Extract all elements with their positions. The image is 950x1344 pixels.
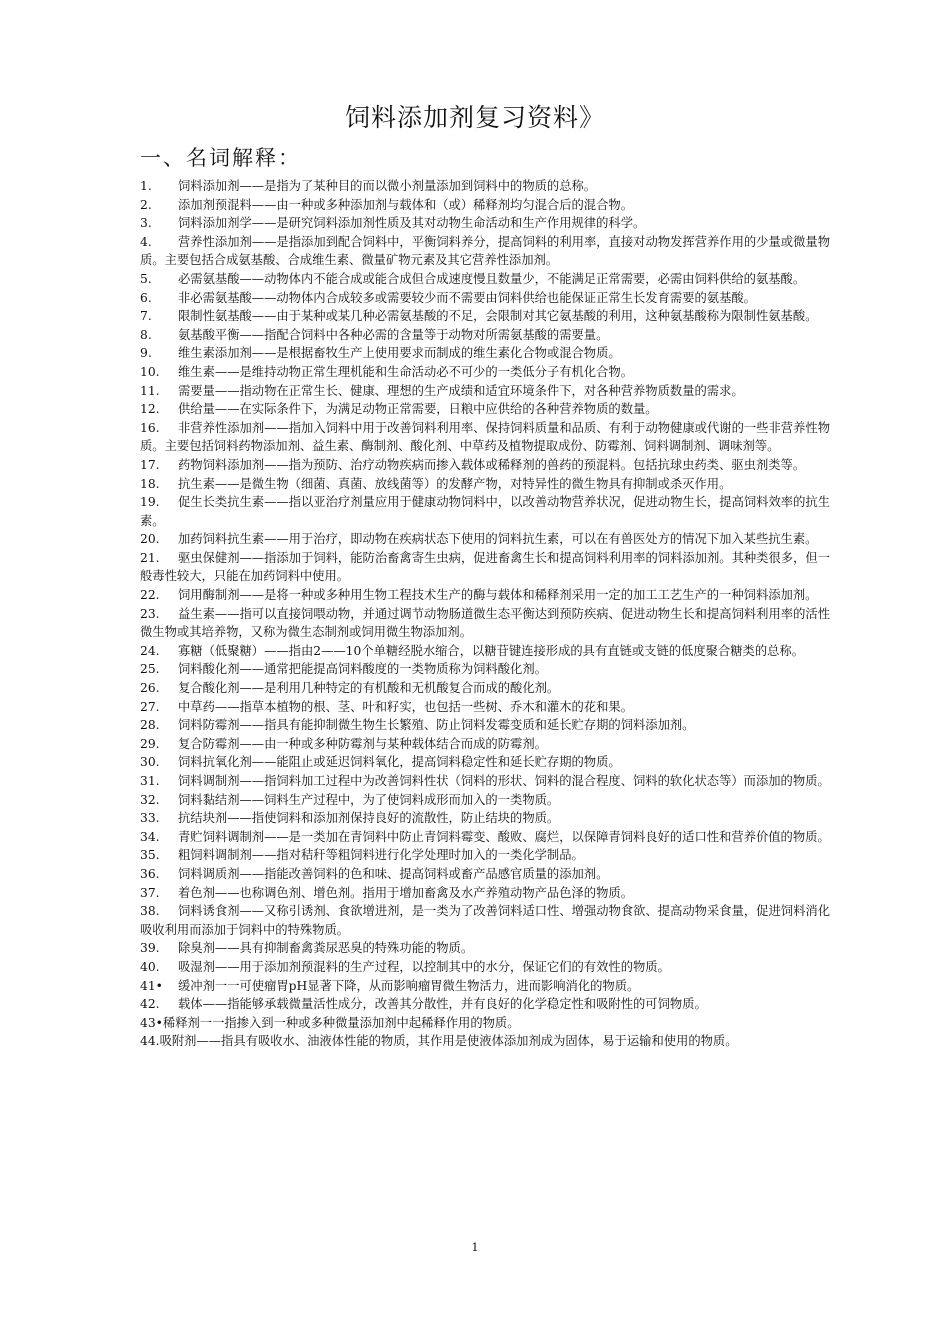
item-text: 抗结块剂——指使饲料和添加剂保持良好的流散性，防止结块的物质。 xyxy=(178,811,560,826)
item-number: 18. xyxy=(140,476,160,491)
definition-item xyxy=(140,177,830,196)
item-text: 营养性添加剂——是指添加到配合饲料中，平衡饲料养分，提高饲料的利用率，直接对动物发挥营养作用的少量或微量物质。主要包括合成氨基酸、合成维生素、微量矿物元素及其它营养性添加剂。 xyxy=(140,234,830,268)
definition-item xyxy=(140,530,830,549)
definition-item xyxy=(140,475,830,494)
definition-item xyxy=(140,642,830,661)
definition-item xyxy=(140,586,830,605)
definition-item xyxy=(140,679,830,698)
definition-item xyxy=(140,363,830,382)
definition-item xyxy=(140,382,830,401)
definition-item xyxy=(140,1070,830,1089)
item-number: 33. xyxy=(140,811,160,826)
item-number: 4. xyxy=(140,234,152,249)
item-text: 青贮饲料调制剂——是一类加在青饲料中防止青饲料霉变、酸败、腐烂，以保障青饲料良好的适口性和营养价值的物质。 xyxy=(178,829,830,844)
item-text: 饲料添加剂学——是研究饲料添加剂性质及其对动物生命活动和生产作用规律的科学。 xyxy=(178,216,646,231)
item-text: 饲料诱食剂——又称引诱剂、食欲增进剂，是一类为了改善饲料适口性、增强动物食欲、提高动物采食量，促进饲料消化吸收利用而添加于饲料中的特殊物质。 xyxy=(140,904,830,937)
item-text: 复合酸化剂——是利用几种特定的有机酸和无机酸复合而成的酸化剂。 xyxy=(178,681,560,696)
definition-item xyxy=(140,884,830,903)
item-text: 中草药——指草本植物的根、茎、叶和籽实，也包括一些树、乔木和灌木的花和果。 xyxy=(178,699,633,714)
item-text: 非必需氨基酸——动物体内合成较多或需要较少而不需要由饲料供给也能保证正常生长发育需要的氨基酸。 xyxy=(178,290,756,305)
item-number: 37. xyxy=(140,885,160,900)
item-number: 28. xyxy=(140,718,160,733)
item-number: 44. xyxy=(140,1034,160,1049)
item-number: 26. xyxy=(140,681,160,696)
definition-item xyxy=(140,1014,830,1033)
definition-item xyxy=(140,865,830,884)
item-number: 31. xyxy=(140,774,160,788)
definition-item xyxy=(140,846,830,865)
definition-item xyxy=(140,456,830,475)
item-number: 22. xyxy=(140,588,160,603)
definition-item xyxy=(140,828,830,847)
item-text: 需要量——指动物在正常生长、健康、理想的生产成绩和适宜环境条件下，对各种营养物质数量的需求。 xyxy=(178,383,744,398)
item-text: 药物饲料添加剂——指为预防、治疗动物疾病而掺入载体或稀释剂的兽药的预混料。包括抗球虫药类、驱虫剂类等。 xyxy=(178,457,806,472)
item-number: 24. xyxy=(140,643,160,658)
item-text: 限制性氨基酸——由于某种或某几种必需氨基酸的不足，会限制对其它氨基酸的利用，这种氨基酸称为限制性氨基酸。 xyxy=(178,309,818,324)
definition-item xyxy=(140,1051,830,1070)
item-text: 驱虫保健剂——指添加于饲料，能防治畜禽寄生虫病，促进畜禽生长和提高饲料利用率的饲料添加剂。其种类很多，但一般毒性较大，只能在加药饲料中使用。 xyxy=(140,550,830,584)
definition-item xyxy=(140,772,830,791)
definition-item xyxy=(140,716,830,735)
definition-item xyxy=(140,344,830,363)
item-text: 饲料防霉剂——指具有能抑制微生物生长繁殖、防止饲料发霉变质和延长贮存期的饲料添加剂。 xyxy=(178,718,695,733)
definition-item xyxy=(140,270,830,289)
item-text: 饲料黏结剂——饲料生产过程中，为了使饲料成形而加入的一类物质。 xyxy=(178,792,560,807)
item-text: 添加剂预混料——由一种或多种添加剂与载体和（或）稀释剂均匀混合后的混合物。 xyxy=(178,197,633,212)
item-number: 8. xyxy=(140,327,152,342)
item-number: 21. xyxy=(140,550,160,565)
item-number: 32. xyxy=(140,792,160,807)
definition-item xyxy=(140,307,830,326)
item-number: 10. xyxy=(140,364,160,379)
item-text: 稀释剂一一指掺入到一种或多种微量添加剂中起稀释作用的物质。 xyxy=(162,1015,520,1030)
definition-item xyxy=(140,791,830,810)
item-text: 除臭剂——具有抑制畜禽粪尿恶臭的特殊功能的物质。 xyxy=(178,941,474,956)
item-text: 寡糖（低聚糖）——指由2——10个单糖经脱水缩合，以糖苷键连接形成的具有直链或支链的低度聚合糖类的总称。 xyxy=(178,643,805,658)
page-number: 1 xyxy=(471,1241,479,1254)
item-number: 39. xyxy=(140,941,160,956)
item-text: 缓冲剂一一可使瘤胃pH显著下降，从而影响瘤胃微生物活力，进而影响消化的物质。 xyxy=(178,978,640,993)
item-text: 氨基酸平衡——指配合饲料中各种必需的含量等于动物对所需氨基酸的需要量。 xyxy=(178,327,609,342)
definition-item xyxy=(140,939,830,958)
item-text: 加药饲料抗生素——用于治疗，即动物在疾病状态下使用的饲料抗生素，可以在有兽医处方的情况下加入某些抗生素。 xyxy=(178,532,818,547)
definition-item xyxy=(140,809,830,828)
definition-item xyxy=(140,958,830,977)
item-number: 9. xyxy=(140,346,152,361)
item-number: 3. xyxy=(140,216,152,231)
item-number: 36. xyxy=(140,866,160,881)
item-number: 6. xyxy=(140,290,152,305)
item-text: 维生素添加剂——是根据畜牧生产上使用要求而制成的维生素化合物或混合物质。 xyxy=(178,346,621,361)
item-text: 饲料调制剂——指饲料加工过程中为改善饲料性状（饲料的形状、饲料的混合程度、饲料的软化状态等）而添加的物质。 xyxy=(178,774,830,788)
definition-item xyxy=(140,753,830,772)
definition-list xyxy=(140,177,830,1088)
item-number: 25. xyxy=(140,662,160,677)
item-text: 非营养性添加剂——指加入饲料中用于改善饲料利用率、保持饲料质量和品质、有利于动物健康或代谢的一些非营养性物质。主要包括饲料药物添加剂、益生素、酶制剂、酸化剂、中草药及植物提取成份、防霉剂、饲料调制剂、调味剂等。 xyxy=(140,420,830,454)
item-number: 17. xyxy=(140,457,160,472)
item-number: 35. xyxy=(140,848,160,863)
item-text: 抗生素——是微生物（细菌、真菌、放线菌等）的发酵产物，对特异性的微生物具有抑制或杀灭作用。 xyxy=(178,476,732,491)
document-title: 饲料添加剂复习资料》 xyxy=(344,103,605,132)
definition-item xyxy=(140,605,830,642)
item-text: 载体——指能够承载微量活性成分，改善其分散性，并有良好的化学稳定性和吸附性的可饲物质。 xyxy=(178,997,707,1012)
item-text: 供给量——在实际条件下，为满足动物正常需要，日粮中应供给的各种营养物质的数量。 xyxy=(178,402,658,417)
definition-item xyxy=(140,977,830,996)
item-number: 43• xyxy=(140,1015,163,1030)
item-number: 7. xyxy=(140,309,152,324)
definition-item xyxy=(140,326,830,345)
definition-item xyxy=(140,902,830,939)
definition-item xyxy=(140,289,830,308)
item-number: 1. xyxy=(140,179,152,193)
item-number: 40. xyxy=(140,959,160,974)
item-number: 34. xyxy=(140,829,160,844)
section-heading: 一、名词解释： xyxy=(140,146,301,170)
definition-item xyxy=(140,549,830,586)
item-number: 27. xyxy=(140,699,160,714)
item-text: 复合防霉剂——由一种或多种防霉剂与某种载体结合而成的防霉剂。 xyxy=(178,736,547,751)
item-text: 饲料添加剂——是指为了某种目的而以微小剂量添加到饲料中的物质的总称。 xyxy=(178,179,597,193)
item-text: 着色剂——也称调色剂、增色剂。指用于增加畜禽及水产养殖动物产品色泽的物质。 xyxy=(178,885,633,900)
item-text: 粗饲料调制剂——指对秸秆等粗饲料进行化学处理时加入的一类化学制品。 xyxy=(178,848,584,863)
item-number: 29. xyxy=(140,736,160,751)
item-text: 益生素——指可以直接饲喂动物，并通过调节动物肠道微生态平衡达到预防疾病、促进动物生长和提高饲料利用率的活性微生物或其培养物，又称为微生态制剂或饲用微生物添加剂。 xyxy=(140,606,830,640)
definition-item xyxy=(140,419,830,456)
definition-item xyxy=(140,233,830,270)
definition-item xyxy=(140,660,830,679)
item-number: 12. xyxy=(140,402,160,417)
definition-item xyxy=(140,1032,830,1051)
item-number: 42. xyxy=(140,997,160,1012)
item-text: 促生长类抗生素——指以亚治疗剂量应用于健康动物饲料中，以改善动物营养状况，促进动物生长，提高饲料效率的抗生素。 xyxy=(140,495,830,528)
item-number: 11. xyxy=(140,383,160,398)
item-text: 饲料调质剂——指能改善饲料的色和味、提高饲料或畜产品感官质量的添加剂。 xyxy=(178,866,609,881)
item-text: 吸附剂——指具有吸收水、油液体性能的物质，其作用是使液体添加剂成为固体，易于运输和使用的物质。 xyxy=(159,1034,738,1049)
item-text: 必需氨基酸——动物体内不能合成或能合成但合成速度慢且数量少，不能满足正常需要，必需由饲料供给的氨基酸。 xyxy=(178,271,806,286)
definition-item xyxy=(140,400,830,419)
item-text: 饲料抗氧化剂——能阻止或延迟饲料氧化，提高饲料稳定性和延长贮存期的物质。 xyxy=(178,755,621,770)
definition-item xyxy=(140,995,830,1014)
item-text: 维生素——是维持动物正常生理机能和生命活动必不可少的一类低分子有机化合物。 xyxy=(178,364,633,379)
item-number: 20. xyxy=(140,532,160,547)
item-text: 饲料酸化剂——通常把能提高饲料酸度的一类物质称为饲料酸化剂。 xyxy=(178,662,547,677)
item-text: 饲用酶制剂——是将一种或多种用生物工程技术生产的酶与载体和稀释剂采用一定的加工工艺生产的一种饲料添加剂。 xyxy=(178,588,818,603)
item-number: 16. xyxy=(140,420,160,435)
definition-item xyxy=(140,493,830,530)
item-text: 吸湿剂——用于添加剂预混料的生产过程，以控制其中的水分，保证它们的有效性的物质。 xyxy=(178,959,670,974)
definition-item xyxy=(140,698,830,717)
item-number: 2. xyxy=(140,197,152,212)
definition-item xyxy=(140,196,830,215)
item-number: 5. xyxy=(140,271,152,286)
definition-item xyxy=(140,214,830,233)
item-number: 19. xyxy=(140,495,160,510)
item-number: 23. xyxy=(140,606,160,621)
item-number: 30. xyxy=(140,755,160,770)
item-number: 38. xyxy=(140,904,160,919)
item-number: 41• xyxy=(140,978,163,993)
definition-item xyxy=(140,735,830,754)
